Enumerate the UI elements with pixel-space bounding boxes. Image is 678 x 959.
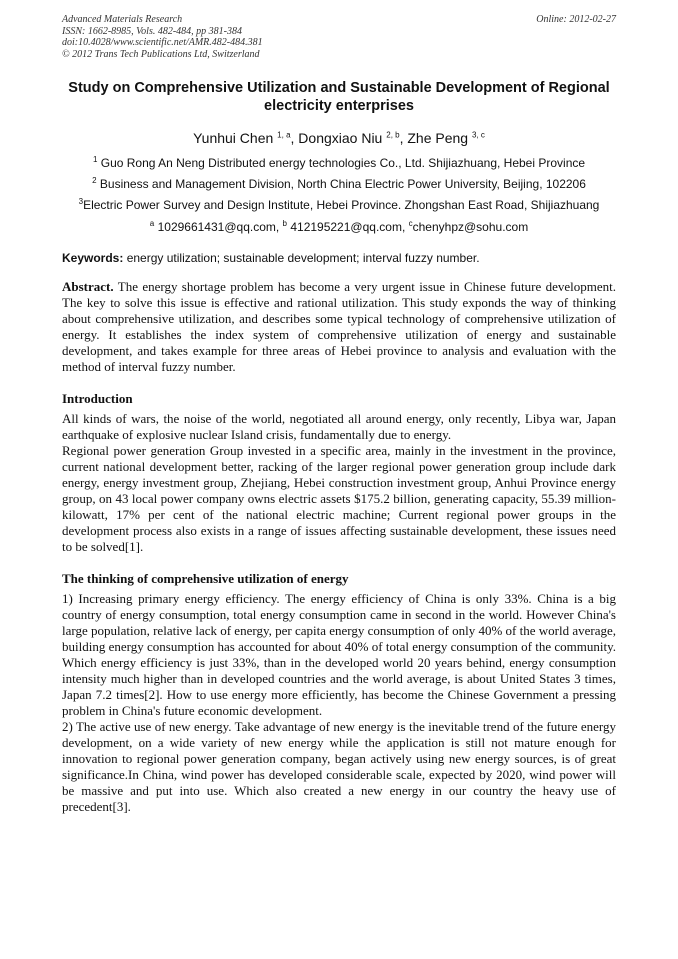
email-link[interactable]: 1029661431@qq.com (157, 220, 276, 234)
affiliation-text: Guo Rong An Neng Distributed energy technologies Co., Ltd. Shijiazhuang, Hebei Province (100, 156, 586, 170)
abstract (62, 279, 616, 375)
email-link[interactable]: chenyhpz@sohu.com (412, 220, 529, 234)
keywords-text: energy utilization; sustainable development; interval fuzzy number. (126, 251, 480, 265)
affiliation-1 (62, 156, 616, 171)
paragraph: 2) The active use of new energy. Take advantage of new energy is the inevitable trend of the future energy development, on a wide variety of new energy while the application is still not mature enough for innovation to regional power generation company, began actively using new energy sources, is of great significance.In China, wind power has developed considerable scale, expected by 2020, wind power will be massive and put into use. Which also created a new energy in our country the heavy use of precedent[3]. (62, 719, 616, 814)
email-sup: a (149, 219, 155, 228)
affiliation-sup: 2 (92, 176, 97, 185)
affiliation-sup: 3 (78, 197, 84, 206)
author-separator: , (290, 130, 299, 146)
copyright-line: © 2012 Trans Tech Publications Ltd, Switzerland (62, 48, 260, 60)
abstract-label: Abstract. (62, 279, 114, 294)
author-name: Zhe Peng (407, 130, 469, 146)
author-list (62, 129, 616, 147)
affiliation-sup: 1 (92, 155, 98, 164)
email-separator: , (401, 220, 409, 234)
author-sup: 3, c (471, 130, 485, 140)
email-list (62, 220, 616, 235)
paragraph: 1) Increasing primary energy efficiency. The energy efficiency of China is only 33%. China is a big country of energy consumption, total energy consumption came in second in the world. However China's large population, relative lack of energy, per capita energy consumption of only 40% of the world average, building energy consumption has accounted for about 40% of total energy consumption of the community. Which energy efficiency is just 33%, than in the developed world 20 years behind, energy consumption intensity much higher than in developed countries and the world average, is about United States 3 times, Japan 7.2 times[2]. How to use energy more efficiently, has become the Chinese Government a pressing problem in China's future economic development. (62, 591, 616, 718)
journal-name: Advanced Materials Research (62, 14, 183, 25)
author-sup: 1, a (277, 130, 291, 140)
online-date: Online: 2012-02-27 (536, 14, 616, 25)
section-introduction (62, 411, 616, 555)
paragraph: All kinds of wars, the noise of the world, negotiated all around energy, only recently, Libya war, Japan earthquake of explosive nuclear Island crisis, fundamentally due to energy. (62, 411, 616, 442)
author-separator: , (399, 130, 408, 146)
section-heading-thinking: The thinking of comprehensive utilization of energy (62, 571, 349, 586)
affiliation-3 (62, 198, 616, 213)
issn-line: ISSN: 1662-8985, Vols. 482-484, pp 381-384 (62, 25, 242, 37)
abstract-text: The energy shortage problem has become a very urgent issue in Chinese future development. The key to solve this issue is effective and rational utilization. This study exponds the way of thinking about comprehensive utilization, and describes some typical technology of comprehensive utilization of energy. It establishes the index system of comprehensive utilization of energy and sustainable development, and takes example for three areas of Hebei province to analysis and evaluation with the method of interval fuzzy number. (62, 279, 617, 374)
keywords (62, 251, 616, 266)
email-link[interactable]: 412195221@qq.com (290, 220, 402, 234)
affiliation-text: Electric Power Survey and Design Institute, Hebei Province. Zhongshan East Road, Shijiazhuang (83, 198, 600, 212)
section-thinking (62, 591, 616, 815)
author-name: Yunhui Chen (193, 130, 274, 146)
paper-title: Study on Comprehensive Utilization and Sustainable Development of Regional electricity enterprises (68, 80, 610, 114)
section-heading-introduction: Introduction (62, 391, 133, 406)
email-separator: , (275, 220, 283, 234)
doi-line: doi:10.4028/www.scientific.net/AMR.482-484.381 (62, 37, 263, 48)
journal-header (62, 14, 616, 60)
paragraph: Regional power generation Group invested in a specific area, mainly in the investment in the province, current national development better, racking of the larger regional power generation group include dark energy, energy investment group, Zhejiang, Hebei construction investment group, Anhui Province energy group, on 43 local power company owns electric assets $175.2 billion, generating capacity, 55.39 million-kilowatt, 17% per cent of the national electric machine; Current regional power groups in the development process also exists in a range of issues affecting sustainable development, these issues need to be solved[1]. (62, 443, 616, 554)
email-sup: c (408, 219, 413, 228)
author-sup: 2, b (386, 130, 400, 140)
affiliation-2 (62, 177, 616, 192)
email-sup: b (282, 219, 287, 228)
author-name: Dongxiao Niu (298, 130, 383, 146)
keywords-label: Keywords: (62, 251, 124, 265)
affiliation-text: Business and Management Division, North China Electric Power University, Beijing, 102206 (99, 177, 586, 191)
